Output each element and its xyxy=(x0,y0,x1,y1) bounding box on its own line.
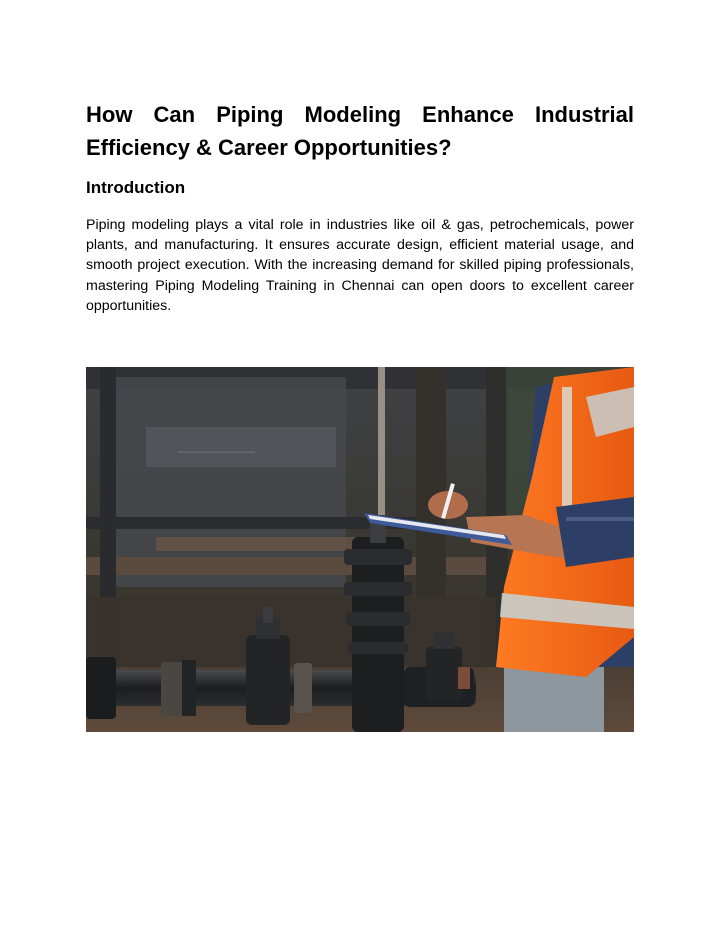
section-heading: Introduction xyxy=(86,178,186,197)
wellhead xyxy=(352,537,404,732)
valve-right xyxy=(426,647,462,701)
valve xyxy=(246,635,290,725)
engineer-with-clipboard-photo xyxy=(86,367,634,732)
svg-text:———————: ——————— xyxy=(178,446,255,458)
jeans xyxy=(504,667,604,732)
intro-paragraph: Piping modeling plays a vital role in industries like oil & gas, petrochemicals, power plants, and manufacturing. It ensures accurate design, efficient material usage, and smooth project execution. With the increasing demand for skilled piping professionals, mastering Piping Modeling Training in Chennai can open doors to excellent career opportunities. xyxy=(86,217,634,314)
article-title: How Can Piping Modeling Enhance Industrial Efficiency & Career Opportunities? xyxy=(86,102,634,160)
photo-illustration xyxy=(86,367,634,732)
machinery-block xyxy=(116,377,346,587)
